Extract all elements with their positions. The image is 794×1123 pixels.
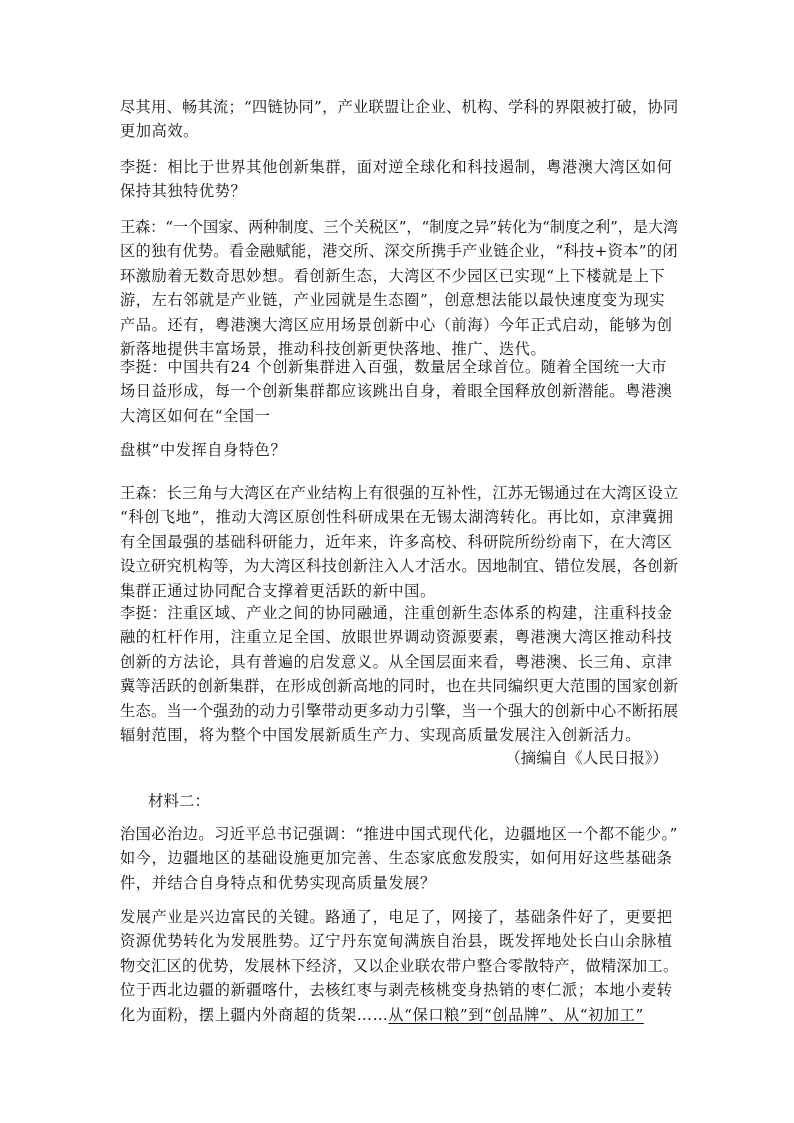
text-line: 设立研究机构等，为大湾区科技创新注入人才活水。因地制宜、错位发展，各创新: [120, 557, 679, 576]
text-line: 件，并结合自身特点和优势实现高质量发展？: [120, 873, 436, 892]
text-line: “科创飞地”，推动大湾区原创性科研成果在无锡太湖湾转化。再比如，京津冀拥: [120, 508, 674, 527]
paragraph-3: [120, 215, 680, 361]
text-line: 王森：长三角与大湾区在产业结构上有很强的互补性，江苏无锡通过在大湾区设立: [120, 484, 679, 502]
text-line: 李挺：注重区域、产业之间的协同融通，注重创新生态体系的构建，注重科技金: [120, 604, 673, 622]
text-line: 王森：“一个国家、两种制度、三个关税区”，“制度之异”转化为“制度之利”，是大湾: [120, 218, 678, 236]
material-heading: 材料二：: [148, 792, 211, 810]
paragraph-2: [120, 155, 680, 204]
underlined-text: 从“保口粮”到“创品牌”、从“初加工”: [388, 1005, 644, 1024]
text-line: 盘棋”中发挥自身特色？: [120, 441, 287, 459]
text-line: 物交汇区的优势，发展林下经济，又以企业联农带户整合零散特产，做精深加工。: [120, 956, 679, 975]
text-line: 区的独有优势。看金融赋能，港交所、深交所携手产业链企业，“科技+资本”的闭: [120, 242, 678, 261]
text-line: 李挺：相比于世界其他创新集群，面对逆全球化和科技遏制，粤港澳大湾区如何: [120, 158, 673, 176]
source-note: （摘编自《人民日报》）: [505, 749, 668, 767]
text-line: 如今，边疆地区的基础设施更加完善、生态家底愈发殷实，如何用好这些基础条: [120, 849, 673, 868]
text-line: 保持其独特优势？: [120, 182, 247, 201]
paragraph-1: [120, 95, 680, 144]
text-line: 新落地提供丰富场景，推动科技创新更快落地、推广、迭代。: [120, 340, 547, 359]
text-line: 融的杠杆作用，注重立足全国、放眼世界调动资源要素，粤港澳大湾区推动科技: [120, 628, 673, 647]
text-line: 李挺：中国共有24 个创新集群进入百强，数量居全球首位。随着全国统一大市: [120, 358, 667, 376]
text-line: 尽其用、畅其流；“四链协同”，产业联盟让企业、机构、学科的界限被打破，协同: [120, 98, 679, 116]
paragraph-6: [120, 481, 680, 603]
text-line: 游，左右邻就是产业链，产业园就是生态圈”，创意想法能以最快速度变为现实: [120, 291, 666, 310]
text-line: 生态。当一个强劲的动力引擎带动更多动力引擎，当一个强大的创新中心不断拓展: [120, 701, 679, 720]
text-line: 有全国最强的基础科研能力，近年来，许多高校、科研院所纷纷南下，在大湾区: [120, 532, 673, 551]
text-plain: 化为面粉，摆上疆内外商超的货架……: [120, 1005, 389, 1024]
paragraph-5: [120, 438, 680, 462]
text-line: 场日益形成，每一个创新集群都应该跳出自身，着眼全国释放创新潜能。粤港澳: [120, 382, 673, 401]
text-line: 集群正通过协同配合支撑着更活跃的新中国。: [120, 581, 436, 600]
text-line: 冀等活跃的创新集群，在形成创新高地的同时，也在共同编织更大范围的国家创新: [120, 677, 679, 696]
text-line: 资源优势转化为发展胜势。辽宁丹东宽甸满族自治县，既发挥地处长白山余脉植: [120, 932, 673, 951]
text-line: 辐射范围，将为整个中国发展新质生产力、实现高质量发展注入创新活力。: [120, 726, 641, 745]
paragraph-8: [120, 822, 680, 895]
text-line: 产品。还有，粤港澳大湾区应用场景创新中心（前海）今年正式启动，能够为创: [120, 315, 673, 334]
paragraph-4: [120, 355, 680, 428]
text-line: 创新的方法论，具有普遍的启发意义。从全国层面来看，粤港澳、长三角、京津: [120, 652, 673, 671]
text-line: 大湾区如何在“全国一: [120, 406, 271, 425]
paragraph-9: [120, 905, 680, 1027]
text-line: 环激励着无数奇思妙想。看创新生态，大湾区不少园区已实现“上下楼就是上下: [120, 266, 666, 285]
paragraph-7: [120, 601, 680, 747]
text-line: 发展产业是兴边富民的关键。路通了，电足了，网接了，基础条件好了，更要把: [120, 908, 673, 926]
text-line: 更加高效。: [120, 122, 199, 141]
text-line: 治国必治边。习近平总书记强调：“推进中国式现代化，边疆地区一个都不能少。”: [120, 825, 678, 843]
text-line: 位于西北边疆的新疆喀什，去核红枣与剥壳核桃变身热销的枣仁派；本地小麦转: [120, 981, 673, 1000]
text-line-last: [120, 1003, 680, 1027]
